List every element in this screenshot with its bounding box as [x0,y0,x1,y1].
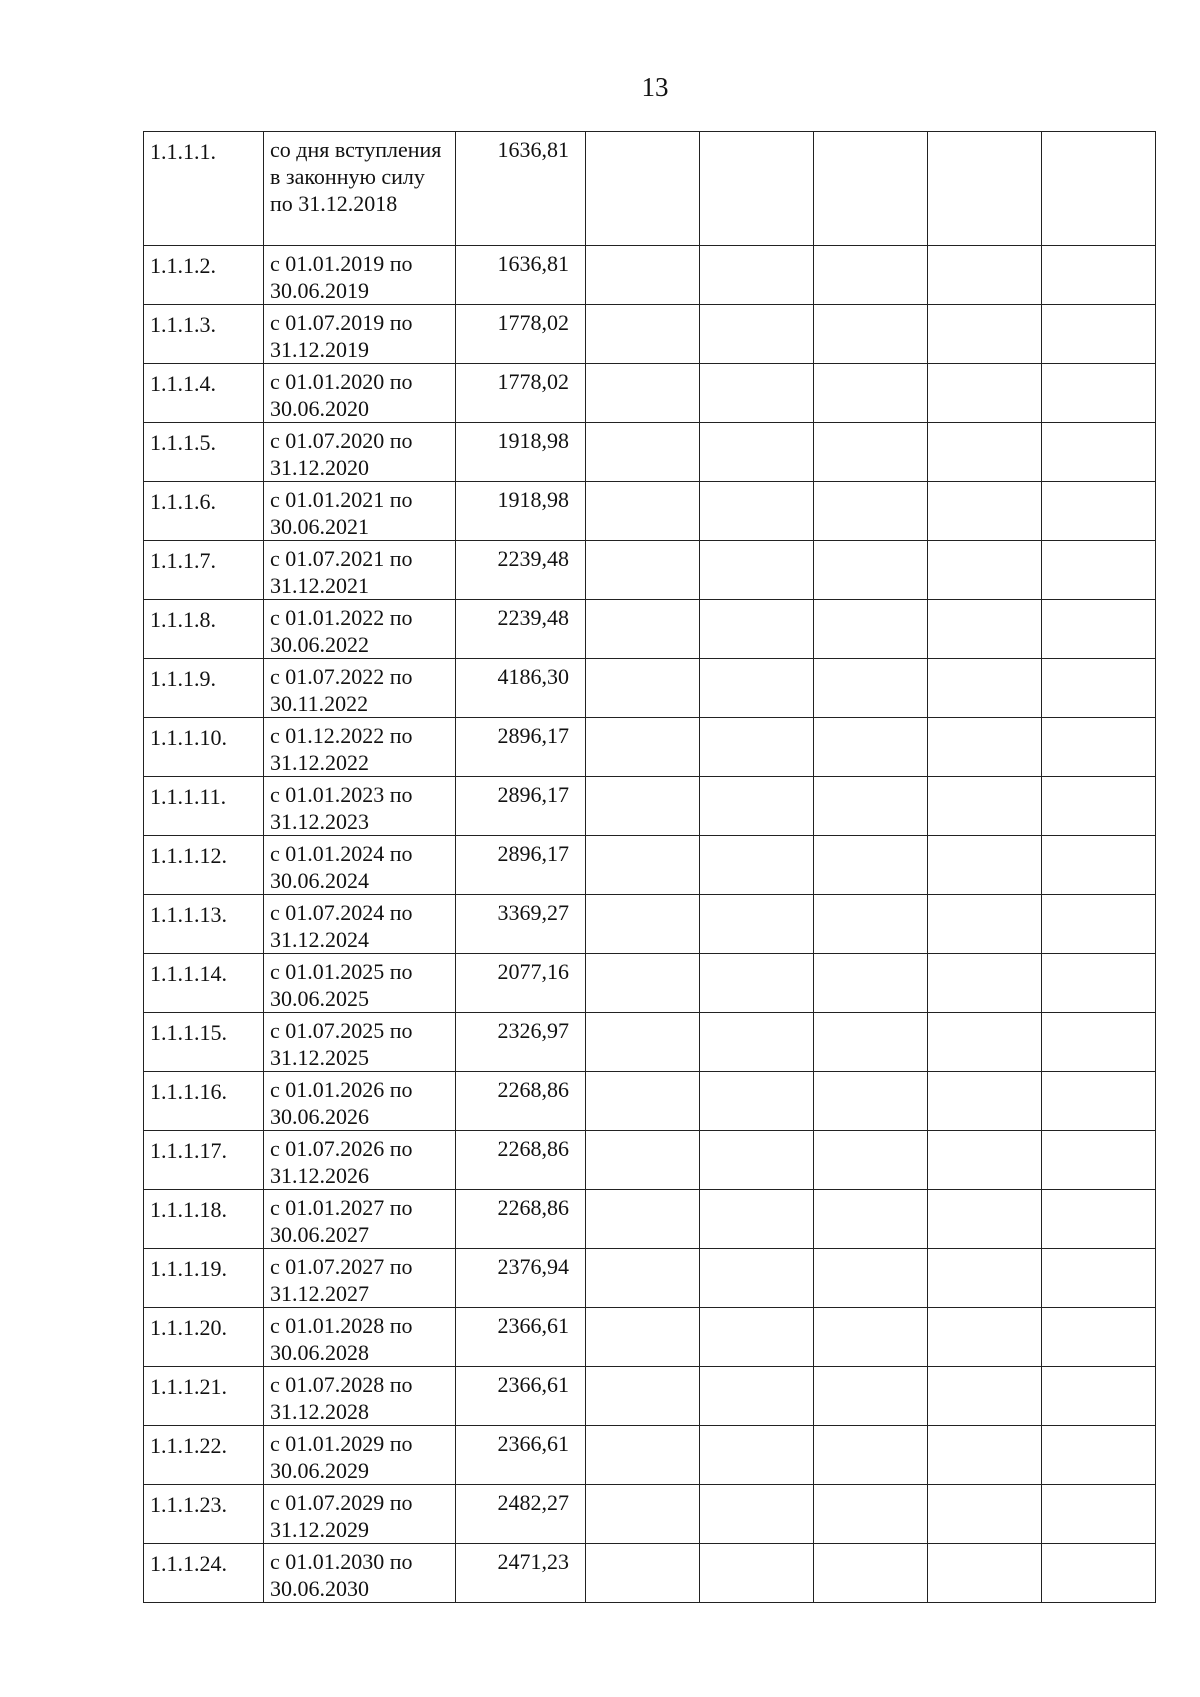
row-number-cell: 1.1.1.14. [144,954,264,1013]
table-row [144,659,1156,718]
empty-cell [814,1308,928,1367]
period-cell: с 01.07.2022 по 30.11.2022 [264,659,456,718]
table-row [144,1308,1156,1367]
empty-cell [1042,1190,1156,1249]
row-number-cell: 1.1.1.10. [144,718,264,777]
table-row [144,364,1156,423]
empty-cell [586,600,700,659]
empty-cell [928,364,1042,423]
empty-cell [586,132,700,246]
value-cell: 2268,86 [456,1072,586,1131]
empty-cell [700,718,814,777]
table-row [144,1485,1156,1544]
row-number-cell: 1.1.1.9. [144,659,264,718]
empty-cell [814,305,928,364]
value-cell: 2366,61 [456,1308,586,1367]
empty-cell [1042,305,1156,364]
empty-cell [928,541,1042,600]
empty-cell [586,1367,700,1426]
row-number-cell: 1.1.1.20. [144,1308,264,1367]
table-row [144,1131,1156,1190]
empty-cell [1042,718,1156,777]
period-cell: со дня вступления в законную силу по 31.12.2018 [264,132,456,246]
empty-cell [814,1485,928,1544]
empty-cell [586,1072,700,1131]
empty-cell [814,777,928,836]
period-cell: с 01.07.2028 по 31.12.2028 [264,1367,456,1426]
tariff-table [143,131,1156,1603]
empty-cell [928,1013,1042,1072]
period-cell: с 01.01.2025 по 30.06.2025 [264,954,456,1013]
empty-cell [586,1308,700,1367]
value-cell: 2239,48 [456,600,586,659]
empty-cell [928,1426,1042,1485]
table-row [144,1072,1156,1131]
empty-cell [814,600,928,659]
empty-cell [814,1367,928,1426]
empty-cell [586,1190,700,1249]
empty-cell [1042,659,1156,718]
empty-cell [814,1131,928,1190]
row-number-cell: 1.1.1.4. [144,364,264,423]
table-row [144,1013,1156,1072]
empty-cell [700,423,814,482]
value-cell: 1918,98 [456,482,586,541]
empty-cell [1042,777,1156,836]
empty-cell [700,1367,814,1426]
empty-cell [700,482,814,541]
empty-cell [700,1072,814,1131]
period-cell: с 01.01.2022 по 30.06.2022 [264,600,456,659]
period-cell: с 01.07.2019 по 31.12.2019 [264,305,456,364]
empty-cell [700,541,814,600]
empty-cell [586,1544,700,1603]
empty-cell [586,777,700,836]
period-cell: с 01.01.2029 по 30.06.2029 [264,1426,456,1485]
period-cell: с 01.01.2021 по 30.06.2021 [264,482,456,541]
empty-cell [928,659,1042,718]
table-row [144,132,1156,246]
empty-cell [928,423,1042,482]
value-cell: 1778,02 [456,305,586,364]
value-cell: 2268,86 [456,1131,586,1190]
table-row [144,895,1156,954]
empty-cell [1042,954,1156,1013]
empty-cell [928,1072,1042,1131]
row-number-cell: 1.1.1.3. [144,305,264,364]
empty-cell [814,423,928,482]
table-row [144,541,1156,600]
empty-cell [700,246,814,305]
period-cell: с 01.01.2028 по 30.06.2028 [264,1308,456,1367]
row-number-cell: 1.1.1.24. [144,1544,264,1603]
empty-cell [700,600,814,659]
empty-cell [814,718,928,777]
empty-cell [1042,1249,1156,1308]
empty-cell [928,1249,1042,1308]
empty-cell [1042,1072,1156,1131]
empty-cell [928,1367,1042,1426]
value-cell: 1918,98 [456,423,586,482]
page-number: 13 [641,72,669,102]
empty-cell [586,1249,700,1308]
empty-cell [928,718,1042,777]
table-row [144,1249,1156,1308]
empty-cell [814,1190,928,1249]
empty-cell [700,895,814,954]
value-cell: 2077,16 [456,954,586,1013]
empty-cell [700,1190,814,1249]
value-cell: 1636,81 [456,132,586,246]
empty-cell [814,1249,928,1308]
period-cell: с 01.07.2024 по 31.12.2024 [264,895,456,954]
empty-cell [700,1426,814,1485]
empty-cell [1042,895,1156,954]
empty-cell [1042,541,1156,600]
table-row [144,836,1156,895]
row-number-cell: 1.1.1.16. [144,1072,264,1131]
row-number-cell: 1.1.1.17. [144,1131,264,1190]
empty-cell [814,1544,928,1603]
empty-cell [814,1426,928,1485]
period-cell: с 01.01.2023 по 31.12.2023 [264,777,456,836]
empty-cell [928,246,1042,305]
value-cell: 2896,17 [456,777,586,836]
empty-cell [814,364,928,423]
empty-cell [586,1426,700,1485]
row-number-cell: 1.1.1.15. [144,1013,264,1072]
table-row [144,1544,1156,1603]
empty-cell [928,777,1042,836]
table-row [144,1367,1156,1426]
empty-cell [1042,1308,1156,1367]
empty-cell [928,1308,1042,1367]
value-cell: 4186,30 [456,659,586,718]
period-cell: с 01.01.2024 по 30.06.2024 [264,836,456,895]
empty-cell [700,954,814,1013]
table-row [144,305,1156,364]
empty-cell [928,305,1042,364]
empty-cell [586,423,700,482]
empty-cell [928,1485,1042,1544]
empty-cell [814,482,928,541]
period-cell: с 01.07.2029 по 31.12.2029 [264,1485,456,1544]
table-row [144,777,1156,836]
table-row [144,1426,1156,1485]
period-cell: с 01.01.2027 по 30.06.2027 [264,1190,456,1249]
empty-cell [700,1544,814,1603]
table-row [144,482,1156,541]
empty-cell [928,1190,1042,1249]
empty-cell [700,1131,814,1190]
empty-cell [586,305,700,364]
value-cell: 2896,17 [456,836,586,895]
empty-cell [1042,482,1156,541]
empty-cell [1042,1013,1156,1072]
row-number-cell: 1.1.1.12. [144,836,264,895]
empty-cell [700,1485,814,1544]
row-number-cell: 1.1.1.1. [144,132,264,246]
empty-cell [1042,1485,1156,1544]
empty-cell [814,541,928,600]
empty-cell [1042,423,1156,482]
empty-cell [928,1131,1042,1190]
row-number-cell: 1.1.1.13. [144,895,264,954]
empty-cell [814,246,928,305]
empty-cell [814,1072,928,1131]
value-cell: 2471,23 [456,1544,586,1603]
empty-cell [586,541,700,600]
row-number-cell: 1.1.1.19. [144,1249,264,1308]
value-cell: 2268,86 [456,1190,586,1249]
empty-cell [700,836,814,895]
table-row [144,718,1156,777]
value-cell: 2376,94 [456,1249,586,1308]
value-cell: 2482,27 [456,1485,586,1544]
empty-cell [814,954,928,1013]
row-number-cell: 1.1.1.22. [144,1426,264,1485]
empty-cell [700,1308,814,1367]
empty-cell [1042,600,1156,659]
empty-cell [586,954,700,1013]
empty-cell [700,132,814,246]
row-number-cell: 1.1.1.6. [144,482,264,541]
value-cell: 1778,02 [456,364,586,423]
empty-cell [814,132,928,246]
empty-cell [586,718,700,777]
empty-cell [700,777,814,836]
row-number-cell: 1.1.1.18. [144,1190,264,1249]
empty-cell [814,1013,928,1072]
empty-cell [928,895,1042,954]
empty-cell [1042,1426,1156,1485]
empty-cell [700,305,814,364]
empty-cell [1042,132,1156,246]
empty-cell [586,1485,700,1544]
empty-cell [814,836,928,895]
empty-cell [1042,364,1156,423]
empty-cell [814,895,928,954]
empty-cell [586,1013,700,1072]
empty-cell [1042,1131,1156,1190]
row-number-cell: 1.1.1.5. [144,423,264,482]
empty-cell [928,600,1042,659]
period-cell: с 01.07.2026 по 31.12.2026 [264,1131,456,1190]
value-cell: 2366,61 [456,1426,586,1485]
empty-cell [586,895,700,954]
empty-cell [586,482,700,541]
empty-cell [586,364,700,423]
row-number-cell: 1.1.1.2. [144,246,264,305]
table-row [144,600,1156,659]
empty-cell [586,836,700,895]
empty-cell [928,954,1042,1013]
empty-cell [928,836,1042,895]
period-cell: с 01.07.2025 по 31.12.2025 [264,1013,456,1072]
period-cell: с 01.07.2021 по 31.12.2021 [264,541,456,600]
empty-cell [586,246,700,305]
row-number-cell: 1.1.1.8. [144,600,264,659]
period-cell: с 01.01.2026 по 30.06.2026 [264,1072,456,1131]
period-cell: с 01.01.2019 по 30.06.2019 [264,246,456,305]
period-cell: с 01.07.2020 по 31.12.2020 [264,423,456,482]
empty-cell [928,1544,1042,1603]
period-cell: с 01.01.2020 по 30.06.2020 [264,364,456,423]
empty-cell [1042,1367,1156,1426]
period-cell: с 01.12.2022 по 31.12.2022 [264,718,456,777]
empty-cell [928,482,1042,541]
empty-cell [814,659,928,718]
empty-cell [1042,836,1156,895]
period-cell: с 01.01.2030 по 30.06.2030 [264,1544,456,1603]
empty-cell [1042,246,1156,305]
empty-cell [700,659,814,718]
table-row [144,423,1156,482]
empty-cell [700,364,814,423]
empty-cell [700,1249,814,1308]
value-cell: 2239,48 [456,541,586,600]
value-cell: 1636,81 [456,246,586,305]
empty-cell [586,659,700,718]
table-row [144,954,1156,1013]
empty-cell [700,1013,814,1072]
row-number-cell: 1.1.1.11. [144,777,264,836]
tariff-table-body [144,132,1156,1603]
period-cell: с 01.07.2027 по 31.12.2027 [264,1249,456,1308]
table-row [144,246,1156,305]
empty-cell [1042,1544,1156,1603]
empty-cell [586,1131,700,1190]
value-cell: 2896,17 [456,718,586,777]
value-cell: 2326,97 [456,1013,586,1072]
table-row [144,1190,1156,1249]
value-cell: 2366,61 [456,1367,586,1426]
row-number-cell: 1.1.1.7. [144,541,264,600]
row-number-cell: 1.1.1.23. [144,1485,264,1544]
value-cell: 3369,27 [456,895,586,954]
row-number-cell: 1.1.1.21. [144,1367,264,1426]
empty-cell [928,132,1042,246]
